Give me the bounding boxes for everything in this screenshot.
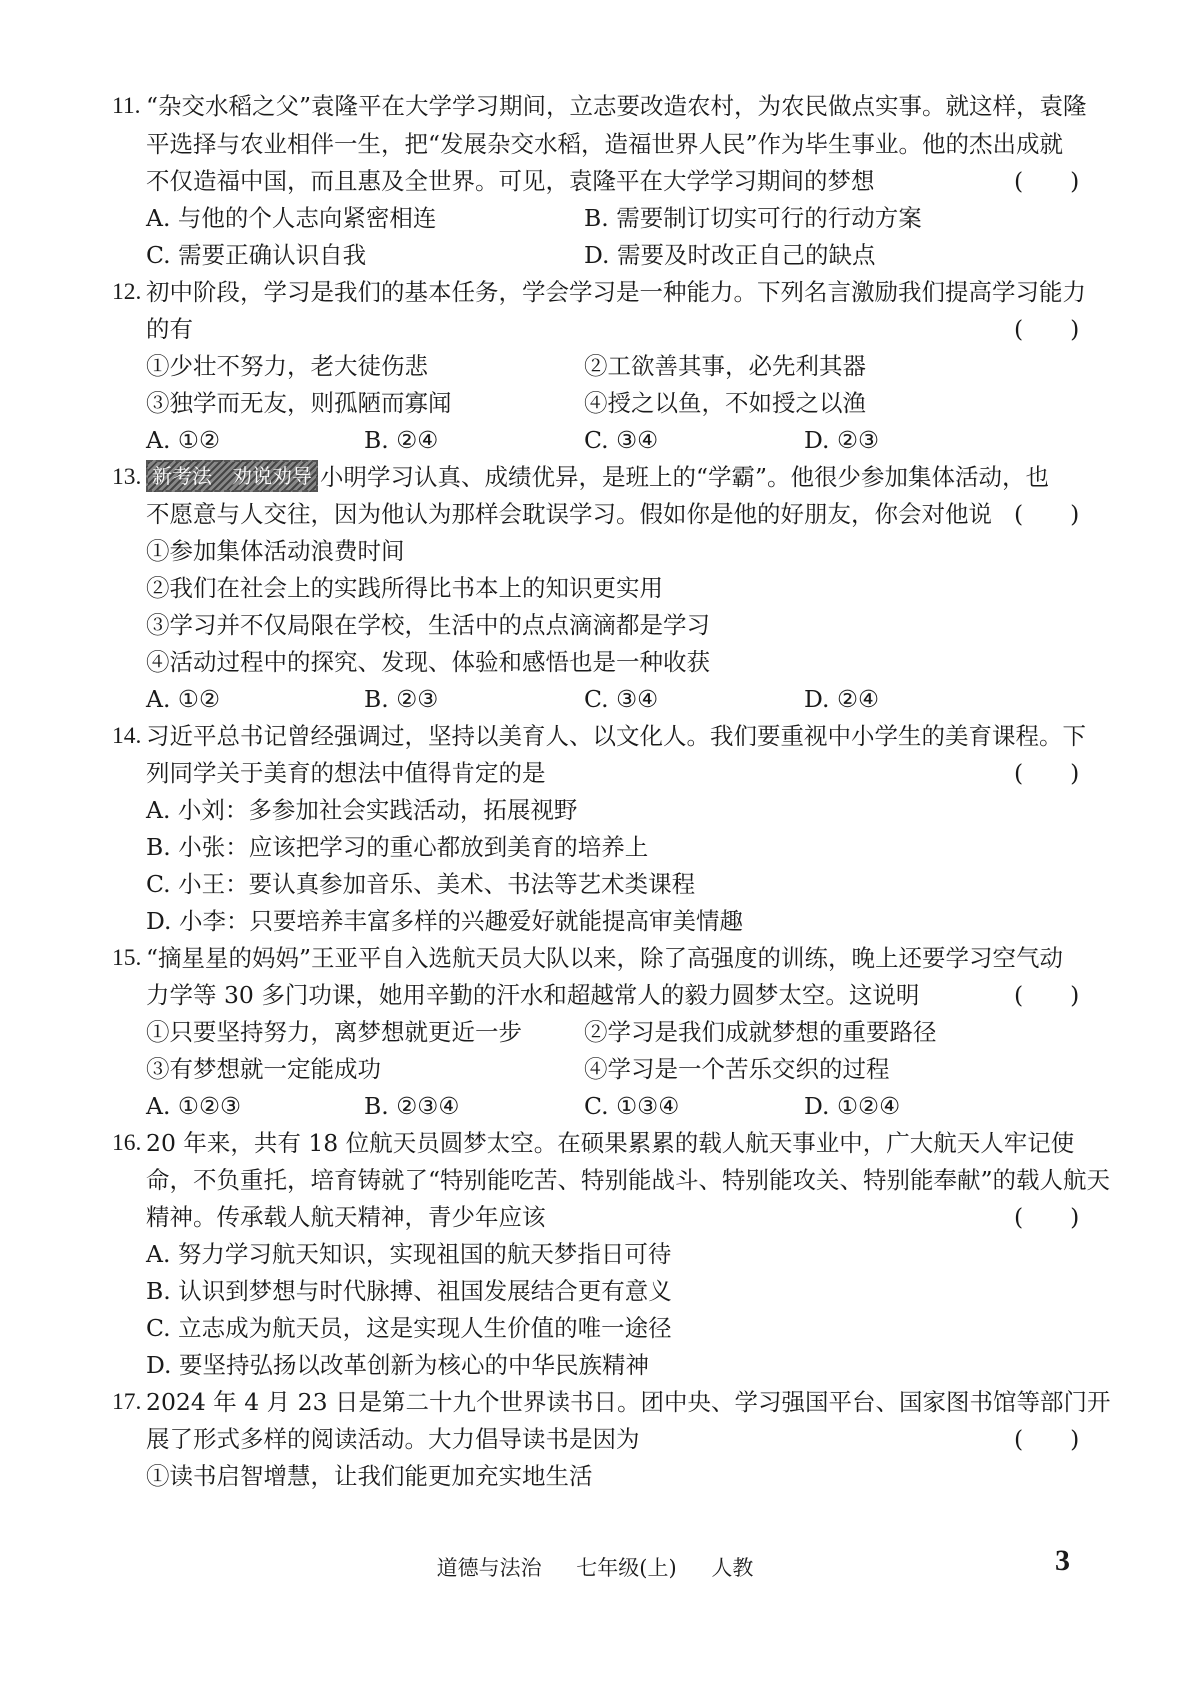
statement-row: [146, 1012, 1090, 1052]
option-b[interactable]: B. 小张：应该把学习的重心都放到美育的培养上: [146, 833, 649, 861]
statement-3: ③学习并不仅局限在学校，生活中的点点滴滴都是学习: [146, 611, 710, 639]
question-stem-line: 命，不负重托，培育铸就了“特别能吃苦、特别能战斗、特别能攻关、特别能奉献”的载人航天: [146, 1166, 1111, 1194]
option-row: [146, 1086, 1090, 1126]
question-stem-line: 平选择与农业相伴一生，把“发展杂交水稻，造福世界人民”作为毕生事业。他的杰出成就: [146, 130, 1064, 158]
option-row: [146, 198, 1090, 238]
option-b[interactable]: B. ②③: [364, 685, 439, 713]
option-a[interactable]: A. 小刘：多参加社会实践活动，拓展视野: [146, 796, 578, 824]
option-c[interactable]: C. 小王：要认真参加音乐、美术、书法等艺术类课程: [146, 870, 696, 898]
question-stem-line: 14. 习近平总书记曾经强调过，坚持以美育人、以文化人。我们要重视中小学生的美育课程。下: [146, 716, 1090, 756]
answer-blank[interactable]: ( ): [1014, 759, 1080, 787]
option-row: [146, 420, 1090, 460]
answer-blank[interactable]: ( ): [1014, 1203, 1080, 1231]
statement-row: [146, 383, 1090, 423]
question-number: 15.: [112, 945, 142, 971]
option-a[interactable]: A. 努力学习航天知识，实现祖国的航天梦指日可待: [146, 1240, 672, 1268]
option-a[interactable]: A. ①②③: [146, 1092, 242, 1120]
statement-row: [146, 346, 1090, 386]
question-stem-line: 展了形式多样的阅读活动。大力倡导读书是因为 ( ): [146, 1419, 1090, 1459]
option-b[interactable]: B. ②③④: [364, 1092, 460, 1120]
answer-blank[interactable]: ( ): [1014, 167, 1080, 195]
question-number: 13.: [112, 464, 142, 490]
option-d[interactable]: D. 需要及时改正自己的缺点: [584, 241, 876, 269]
answer-blank[interactable]: ( ): [1014, 1425, 1080, 1453]
statement-1: ①读书启智增慧，让我们能更加充实地生活: [146, 1462, 593, 1490]
option-a[interactable]: A. ①②: [146, 685, 221, 713]
option-row: [146, 679, 1090, 719]
option-c[interactable]: C. ③④: [584, 685, 659, 713]
statement-1: ①只要坚持努力，离梦想就更近一步: [146, 1018, 522, 1046]
statement-row: [146, 1049, 1090, 1089]
statement-4: ④活动过程中的探究、发现、体验和感悟也是一种收获: [146, 648, 710, 676]
option-c[interactable]: C. ①③④: [584, 1092, 680, 1120]
footer-subject: 道德与法治: [436, 1556, 542, 1580]
option-d[interactable]: D. 小李：只要培养丰富多样的兴趣爱好就能提高审美情趣: [146, 907, 743, 935]
option-b[interactable]: B. 认识到梦想与时代脉搏、祖国发展结合更有意义: [146, 1277, 672, 1305]
option-d[interactable]: D. ①②④: [804, 1092, 901, 1120]
statement-4: ④学习是一个苦乐交织的过程: [584, 1055, 890, 1083]
page-footer: [0, 1548, 1190, 1588]
statement-4: ④授之以鱼，不如授之以渔: [584, 389, 866, 417]
question-type-tag: 新考法 劝说劝导: [146, 460, 318, 492]
question-stem-line: 11. “杂交水稻之父”袁隆平在大学学习期间，立志要改造农村，为农民做点实事。就这样，袁隆: [146, 86, 1090, 126]
question-stem-line: 不仅造福中国，而且惠及全世界。可见，袁隆平在大学学习期间的梦想 ( ): [146, 161, 1090, 201]
option-d[interactable]: D. ②④: [804, 685, 880, 713]
question-stem-line: 15. “摘星星的妈妈”王亚平自入选航天员大队以来，除了高强度的训练，晚上还要学习空气动: [146, 938, 1090, 978]
option-d[interactable]: D. ②③: [804, 426, 880, 454]
option-d[interactable]: D. 要坚持弘扬以改革创新为核心的中华民族精神: [146, 1351, 649, 1379]
statement-1: ①少壮不努力，老大徒伤悲: [146, 352, 428, 380]
page-number: 3: [1055, 1544, 1070, 1577]
question-stem-line: 12. 初中阶段，学习是我们的基本任务，学会学习是一种能力。下列名言激励我们提高学习能力: [146, 272, 1090, 312]
statement-3: ③有梦想就一定能成功: [146, 1055, 381, 1083]
question-stem-line: 列同学关于美育的想法中值得肯定的是 ( ): [146, 753, 1090, 793]
question-stem-line: 精神。传承载人航天精神，青少年应该 ( ): [146, 1197, 1090, 1237]
statement-2: ②工欲善其事，必先利其器: [584, 352, 866, 380]
statement-3: ③独学而无友，则孤陋而寡闻: [146, 389, 452, 417]
question-number: 11.: [112, 93, 141, 119]
option-b[interactable]: B. 需要制订切实可行的行动方案: [584, 204, 922, 232]
question-number: 17.: [112, 1389, 142, 1415]
answer-blank[interactable]: ( ): [1014, 500, 1080, 528]
option-a[interactable]: A. 与他的个人志向紧密相连: [146, 204, 437, 232]
question-stem-line: 17. 2024 年 4 月 23 日是第二十九个世界读书日。团中央、学习强国平台、国家图书馆等部门开: [146, 1382, 1090, 1422]
question-number: 14.: [112, 723, 142, 749]
footer-edition: 人教: [711, 1556, 754, 1580]
answer-blank[interactable]: ( ): [1014, 315, 1080, 343]
footer-grade: 七年级(上): [576, 1556, 677, 1580]
option-a[interactable]: A. ①②: [146, 426, 221, 454]
statement-1: ①参加集体活动浪费时间: [146, 537, 405, 565]
question-stem-line: 力学等 30 多门功课，她用辛勤的汗水和超越常人的毅力圆梦太空。这说明 ( ): [146, 975, 1090, 1015]
question-stem-line: 不愿意与人交往，因为他认为那样会耽误学习。假如你是他的好朋友，你会对他说 ( ): [146, 494, 1090, 534]
option-c[interactable]: C. ③④: [584, 426, 659, 454]
question-number: 16.: [112, 1130, 142, 1156]
question-stem-line: 的有 ( ): [146, 309, 1090, 349]
option-row: [146, 235, 1090, 275]
statement-2: ②学习是我们成就梦想的重要路径: [584, 1018, 937, 1046]
question-number: 12.: [112, 279, 142, 305]
option-b[interactable]: B. ②④: [364, 426, 439, 454]
option-c[interactable]: C. 需要正确认识自我: [146, 241, 367, 269]
statement-2: ②我们在社会上的实践所得比书本上的知识更实用: [146, 574, 663, 602]
option-c[interactable]: C. 立志成为航天员，这是实现人生价值的唯一途径: [146, 1314, 672, 1342]
question-stem-line: 16. 20 年来，共有 18 位航天员圆梦太空。在硕果累累的载人航天事业中，广大航天人牢记使: [146, 1123, 1090, 1163]
question-stem-line: 13. 新考法 劝说劝导 小明学习认真、成绩优异，是班上的“学霸”。他很少参加集体活动，也: [146, 457, 1090, 497]
answer-blank[interactable]: ( ): [1014, 981, 1080, 1009]
